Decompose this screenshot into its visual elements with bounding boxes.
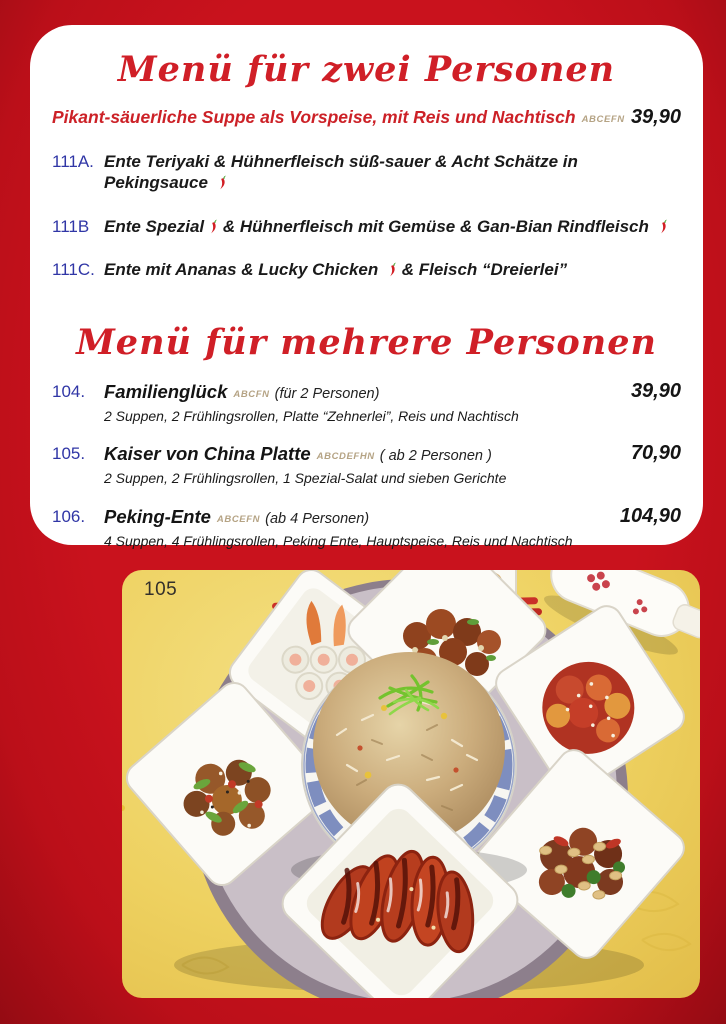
chili-icon bbox=[206, 218, 218, 235]
item-price: 39,90 bbox=[630, 380, 681, 402]
item-body bbox=[104, 380, 605, 426]
menu-items-two-persons bbox=[50, 151, 683, 280]
section-title-more-persons: Menü für mehrere Personen bbox=[76, 322, 657, 363]
item-body bbox=[104, 505, 605, 551]
item-description: 2 Suppen, 2 Frühlingsrollen, Platte “Zehnerlei”, Reis und Nachtisch bbox=[104, 407, 519, 424]
menu-photo bbox=[122, 570, 700, 998]
item-description: 2 Suppen, 2 Frühlingsrollen, 1 Spezial-Salat und sieben Gerichte bbox=[104, 470, 507, 487]
allergen-code: ABCFN bbox=[233, 389, 270, 400]
menu-item-row bbox=[50, 151, 683, 194]
item-name: Kaiser von China Platte bbox=[104, 443, 311, 465]
item-price: 39,90 bbox=[630, 106, 681, 128]
item-note: (für 2 Personen) bbox=[274, 386, 380, 402]
item-note: (ab 4 Personen) bbox=[265, 510, 370, 527]
chili-icon bbox=[385, 261, 397, 278]
item-number: 111B bbox=[52, 216, 90, 236]
item-number: 111C. bbox=[52, 259, 95, 279]
menu-intro-line bbox=[50, 106, 683, 129]
item-description: 4 Suppen, 4 Frühlingsrollen, Peking Ente, Hauptspeise, Reis und Nachtisch bbox=[104, 532, 573, 549]
item-note: ( ab 2 Personen ) bbox=[379, 448, 492, 465]
item-body bbox=[104, 442, 605, 488]
item-number: 105. bbox=[52, 444, 86, 464]
allergen-code: ABCEFN bbox=[216, 513, 261, 525]
item-name: Peking-Ente bbox=[104, 505, 211, 527]
menu-item-row bbox=[50, 380, 683, 426]
menu-items-more-persons bbox=[50, 380, 683, 551]
photo-dish-number: 105 bbox=[144, 579, 178, 600]
menu-item-row bbox=[50, 442, 683, 488]
menu-panel bbox=[30, 25, 703, 549]
item-name: Ente Teriyaki & Hühnerfleisch süß-sauer & Acht Schätze in Pekingsauce bbox=[104, 152, 578, 193]
item-price: 104,90 bbox=[619, 504, 681, 527]
item-number: 106. bbox=[52, 506, 86, 526]
menu-item-row bbox=[50, 216, 683, 237]
section-title-two-persons: Menü für zwei Personen bbox=[117, 49, 616, 90]
item-name: Ente Spezial & Hühnerfleisch mit Gemüse & Gan-Bian Rindfleisch bbox=[104, 216, 681, 237]
item-name: Familienglück bbox=[104, 381, 228, 402]
item-price: 70,90 bbox=[630, 442, 681, 465]
menu-item-row bbox=[50, 505, 683, 551]
intro-text: Pikant-säuerliche Suppe als Vorspeise, mit Reis und Nachtisch bbox=[52, 107, 576, 127]
item-number: 104. bbox=[52, 382, 86, 401]
menu-item-row bbox=[50, 259, 683, 280]
item-name: Ente mit Ananas & Lucky Chicken & Fleisch “Dreierlei” bbox=[104, 259, 568, 279]
allergen-code: ABCEFN bbox=[581, 114, 625, 125]
menu-photo-illustration bbox=[122, 570, 700, 998]
chili-icon bbox=[656, 218, 668, 235]
item-number: 111A. bbox=[52, 152, 94, 171]
allergen-code: ABCDEFHN bbox=[316, 451, 375, 463]
chili-icon bbox=[215, 174, 227, 191]
